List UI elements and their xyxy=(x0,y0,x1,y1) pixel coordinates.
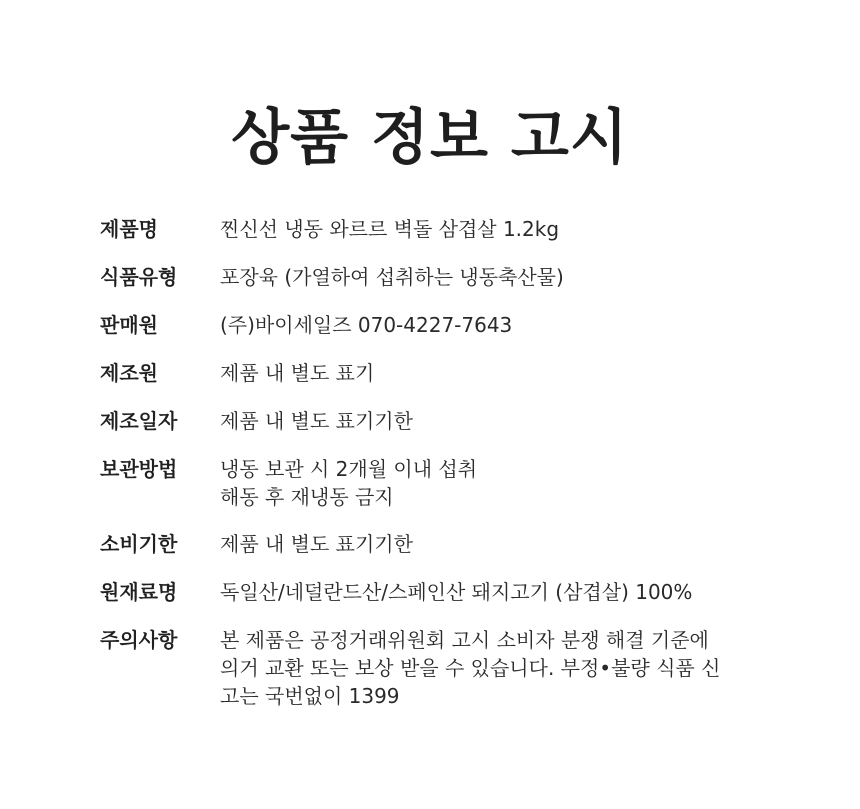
value-line: 찐신선 냉동 와르르 벽돌 삼겹살 1.2kg xyxy=(220,217,560,241)
info-row-ingredients xyxy=(100,577,780,607)
value-line: 해동 후 재냉동 금지 xyxy=(220,485,394,509)
value-line: 포장육 (가열하여 섭취하는 냉동축산물) xyxy=(220,265,564,289)
row-value xyxy=(220,529,780,558)
row-value xyxy=(220,262,780,291)
row-label: 원재료명 xyxy=(100,580,178,604)
info-table xyxy=(100,214,780,728)
row-value xyxy=(220,454,780,511)
info-row-food-type xyxy=(100,262,780,292)
value-line: (주)바이세일즈 070-4227-7643 xyxy=(220,313,513,337)
value-line: 본 제품은 공정거래위원회 고시 소비자 분쟁 해결 기준에 xyxy=(220,628,709,652)
value-line: 의거 교환 또는 보상 받을 수 있습니다. 부정•불량 식품 신 xyxy=(220,656,721,680)
value-line: 고는 국번없이 1399 xyxy=(220,684,400,708)
row-label: 제품명 xyxy=(100,217,158,241)
row-value xyxy=(220,310,780,339)
row-label: 제조일자 xyxy=(100,409,178,433)
info-row-expiry xyxy=(100,529,780,559)
row-value xyxy=(220,358,780,387)
page-title: 상품 정보 고시 xyxy=(231,103,629,173)
row-label: 보관방법 xyxy=(100,457,178,481)
row-value xyxy=(220,625,780,710)
info-row-product-name xyxy=(100,214,780,244)
row-label: 제조원 xyxy=(100,361,158,385)
row-value xyxy=(220,406,780,435)
info-row-seller xyxy=(100,310,780,340)
row-label: 식품유형 xyxy=(100,265,178,289)
row-value xyxy=(220,214,780,243)
value-line: 독일산/네덜란드산/스페인산 돼지고기 (삼겹살) 100% xyxy=(220,580,693,604)
row-value xyxy=(220,577,780,606)
info-row-cautions xyxy=(100,625,780,710)
row-label: 소비기한 xyxy=(100,532,178,556)
info-row-manufacturer xyxy=(100,358,780,388)
info-row-manufacture-date xyxy=(100,406,780,436)
row-label: 판매원 xyxy=(100,313,158,337)
value-line: 제품 내 별도 표기기한 xyxy=(220,532,413,556)
value-line: 냉동 보관 시 2개월 이내 섭취 xyxy=(220,457,478,481)
value-line: 제품 내 별도 표기기한 xyxy=(220,409,413,433)
value-line: 제품 내 별도 표기 xyxy=(220,361,375,385)
info-row-storage xyxy=(100,454,780,511)
row-label: 주의사항 xyxy=(100,628,178,652)
